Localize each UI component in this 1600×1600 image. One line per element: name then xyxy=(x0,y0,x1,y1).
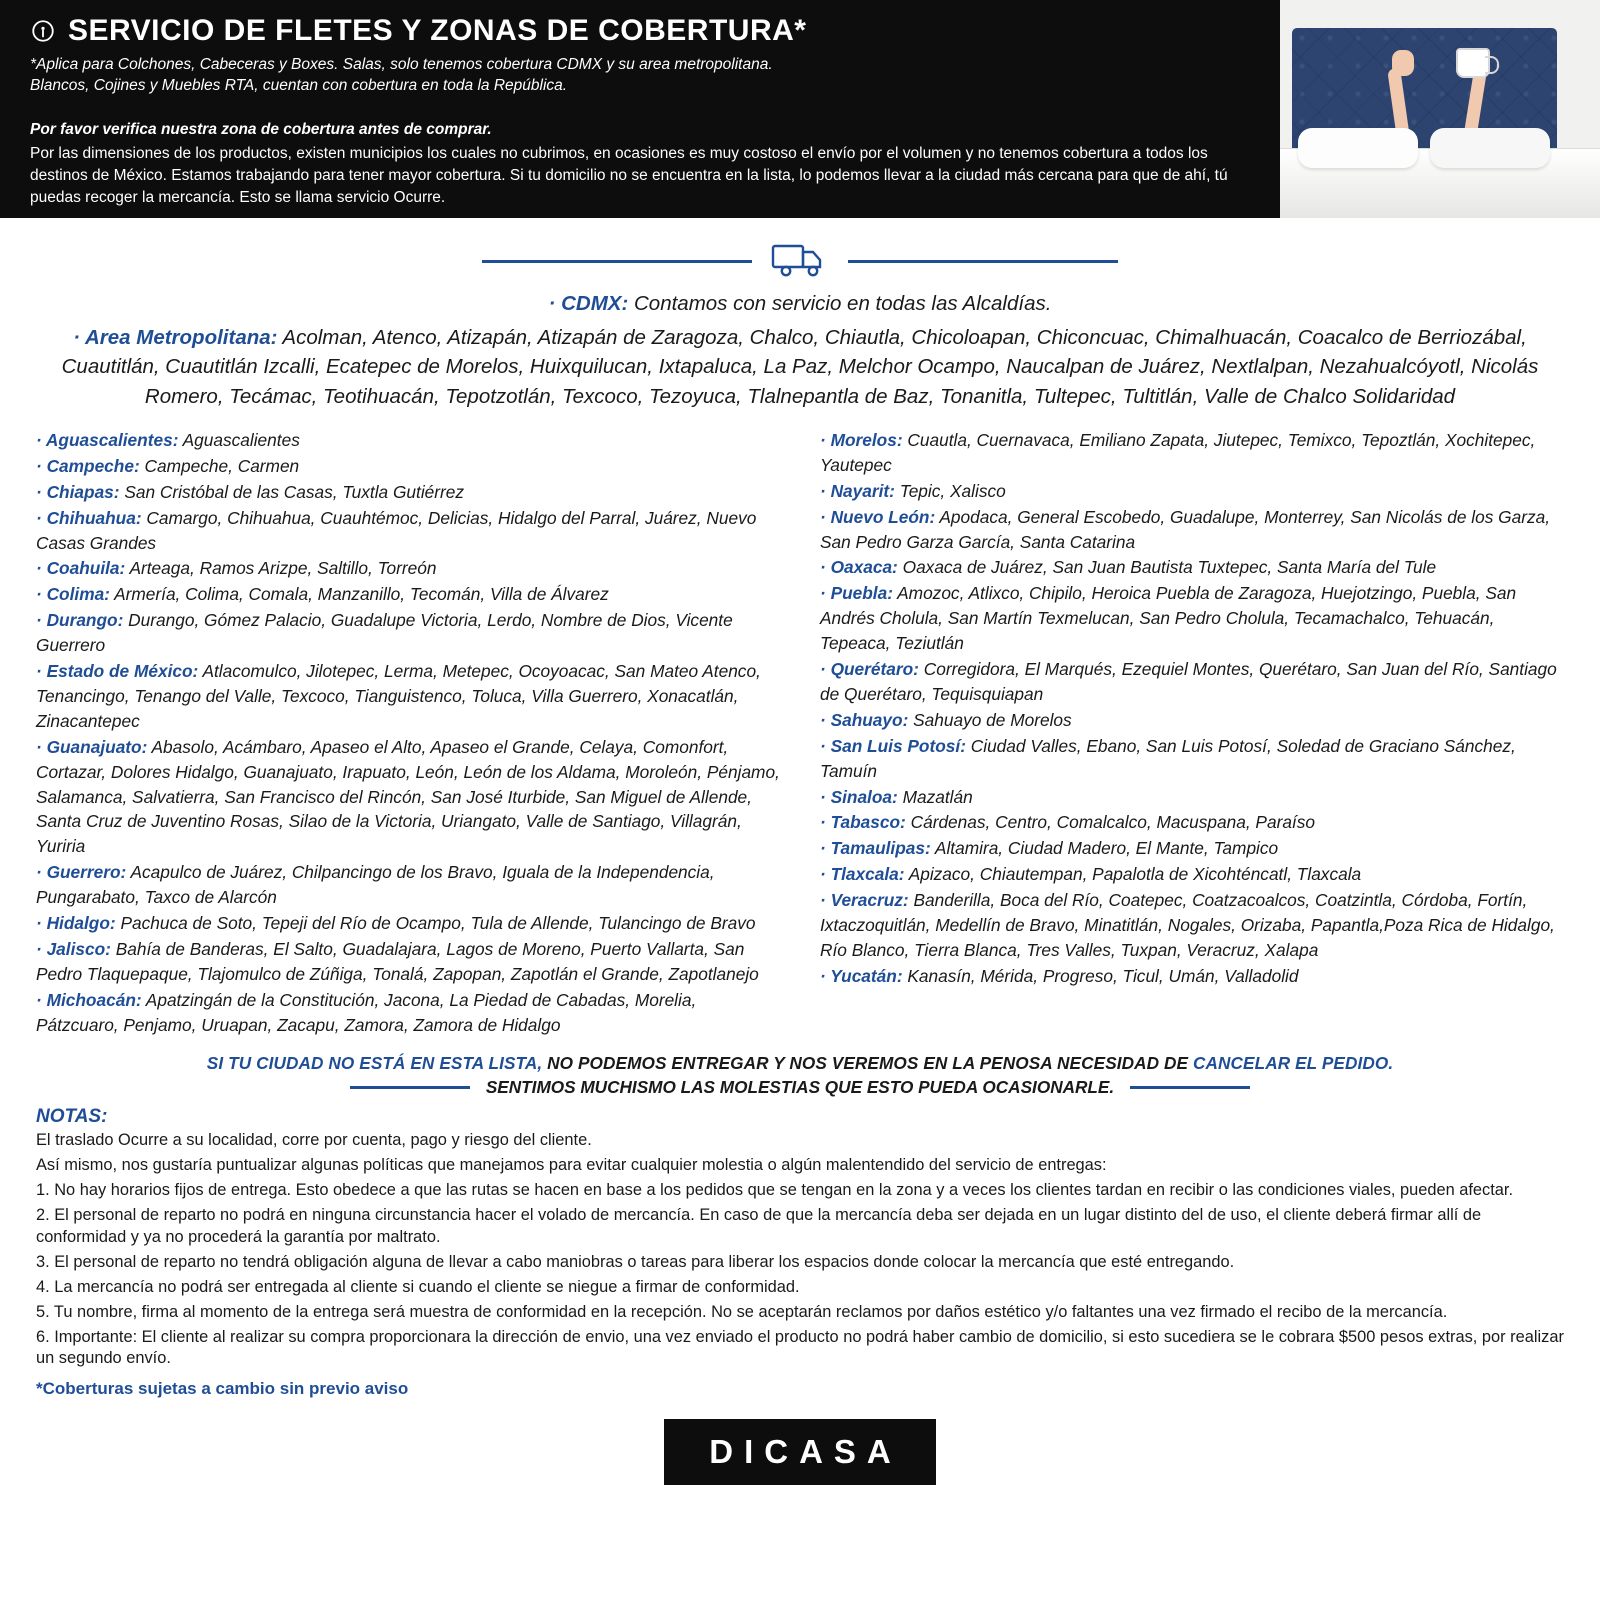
state-entry xyxy=(36,659,780,734)
state-name: Estado de México: xyxy=(46,661,199,682)
state-name: Chihuahua: xyxy=(46,507,142,528)
delivery-truck-icon xyxy=(770,238,830,285)
warning-block xyxy=(0,1053,1600,1098)
state-cities: Durango, Gómez Palacio, Guadalupe Victoria, Lerdo, Nombre de Dios, Vicente Guerrero xyxy=(36,610,733,656)
state-bullet: · xyxy=(820,735,831,756)
state-bullet: · xyxy=(36,481,47,502)
state-bullet: · xyxy=(36,429,46,450)
state-bullet: · xyxy=(820,709,831,730)
state-entry xyxy=(820,505,1564,555)
state-bullet: · xyxy=(36,610,47,631)
state-entry xyxy=(820,657,1564,707)
page-title: SERVICIO DE FLETES Y ZONAS DE COBERTURA* xyxy=(68,14,807,47)
header-verify-note: Por favor verifica nuestra zona de cobertura antes de comprar. xyxy=(30,120,492,138)
state-entry xyxy=(820,734,1564,784)
warning-part1: SI TU CIUDAD NO ESTÁ EN ESTA LISTA, xyxy=(206,1052,543,1073)
state-cities: Sahuayo de Morelos xyxy=(908,709,1072,730)
state-name: Morelos: xyxy=(830,429,903,450)
state-entry xyxy=(36,582,780,607)
state-bullet: · xyxy=(36,661,47,682)
state-cities: Cuautla, Cuernavaca, Emiliano Zapata, Jiutepec, Temixco, Tepoztlán, Xochitepec, Yautepec xyxy=(820,429,1536,475)
state-entry xyxy=(36,556,780,581)
note-item: 5. Tu nombre, firma al momento de la entrega será muestra de conformidad en la recepción. No se aceptarán reclamos por daños estético y/o faltantes una vez firmado el recibo de la mercancía. xyxy=(36,1302,1448,1321)
header-banner xyxy=(0,0,1600,218)
notes-footer: *Coberturas sujetas a cambio sin previo aviso xyxy=(36,1379,409,1399)
state-name: Nayarit: xyxy=(830,480,895,501)
state-column-right xyxy=(820,428,1564,1039)
state-cities: Cárdenas, Centro, Comalcalco, Macuspana, Paraíso xyxy=(905,812,1315,833)
state-name: Guerrero: xyxy=(46,862,127,883)
state-entry xyxy=(36,608,780,658)
state-coverage-columns xyxy=(0,412,1600,1039)
note-item: 6. Importante: El cliente al realizar su compra proporcionara la dirección de envio, una vez enviado el producto no podrá haber cambio de domicilio, si esto sucediera se le cobrara $500 pesos extras, por realizar un segundo envío. xyxy=(36,1327,1564,1368)
state-name: Durango: xyxy=(46,610,124,631)
state-name: Campeche: xyxy=(46,455,140,476)
state-entry xyxy=(820,888,1564,963)
state-entry xyxy=(820,479,1564,504)
state-entry xyxy=(36,911,780,936)
state-bullet: · xyxy=(36,939,47,959)
state-bullet: · xyxy=(820,838,831,859)
state-cities: Aguascalientes xyxy=(178,429,300,450)
state-cities: Corregidora, El Marqués, Ezequiel Montes, Querétaro, San Juan del Río, Santiago de Querétaro, Tequisquiapan xyxy=(820,659,1557,704)
state-entry xyxy=(820,836,1564,861)
state-name: Querétaro: xyxy=(830,659,919,680)
cdmx-line: · CDMX: Contamos con servicio en todas las Alcaldías. xyxy=(548,292,1052,315)
header-subtitle-line1: *Aplica para Colchones, Cabeceras y Boxes. Salas, solo tenemos cobertura CDMX y su area metropolitana. xyxy=(30,56,773,73)
state-name: Sinaloa: xyxy=(830,786,898,807)
state-bullet: · xyxy=(820,506,831,527)
state-cities: Apizaco, Chiautempan, Papalotla de Xicohténcatl, Tlaxcala xyxy=(904,864,1362,885)
state-cities: Amozoc, Atlixco, Chipilo, Heroica Puebla de Zaragoza, Huejotzingo, Puebla, San Andrés Cholula, San Martín Texmelucan, San Pedro Cholula, Tecamachalco, Tehuacán, Tepeaca, Teziutlán xyxy=(820,583,1517,654)
state-cities: Mazatlán xyxy=(897,786,973,807)
state-bullet: · xyxy=(36,989,47,1010)
divider-line-left xyxy=(482,260,752,263)
state-bullet: · xyxy=(820,480,831,501)
state-name: Colima: xyxy=(46,584,110,605)
state-bullet: · xyxy=(36,862,47,883)
state-bullet: · xyxy=(36,507,47,528)
state-bullet: · xyxy=(820,557,831,578)
header-paragraph: Por las dimensiones de los productos, existen municipios los cuales no cubrimos, en ocasiones es muy costoso el envío por el volumen y no tenemos cobertura a todos los destinos de México. Estamos trabajando para tener mayor cobertura. Si tu domicilio no se encuentra en la lista, lo podemos llevar a la ciudad más cercana para que de ahí, tú puedas recoger la mercancía. Esto se llama servicio Ocurre. xyxy=(30,144,1228,206)
state-entry xyxy=(36,937,780,987)
state-bullet: · xyxy=(820,965,831,986)
metro-coverage-block xyxy=(0,285,1600,412)
location-pin-icon xyxy=(30,18,56,44)
state-name: Oaxaca: xyxy=(830,557,898,578)
bed-headboard-photo xyxy=(1280,0,1600,218)
state-entry xyxy=(36,988,780,1038)
state-cities: Arteaga, Ramos Arizpe, Saltillo, Torreón xyxy=(125,558,437,579)
warning-line-2-row xyxy=(36,1077,1564,1098)
note-item: 3. El personal de reparto no tendrá obligación alguna de llevar a cabo maniobras o tareas para liberar los espacios donde colocar la mercancía que esté entregando. xyxy=(36,1252,1235,1271)
state-name: Michoacán: xyxy=(46,989,142,1010)
state-cities: Pachuca de Soto, Tepeji del Río de Ocampo, Tula de Allende, Tulancingo de Bravo xyxy=(115,913,756,934)
metropolitana-label: Area Metropolitana: xyxy=(84,325,278,349)
state-entry xyxy=(36,454,780,479)
warning-part2: NO PODEMOS ENTREGAR Y NOS VEREMOS EN LA PENOSA NECESIDAD DE xyxy=(542,1052,1193,1073)
state-cities: Kanasín, Mérida, Progreso, Ticul, Umán, Valladolid xyxy=(902,965,1299,986)
note-item: 2. El personal de reparto no podrá en ninguna circunstancia hacer el volado de mercancía. En caso de que la mercancía deba ser dejada en un lugar distinto del de uso, el cliente deberá firmar allí de conformidad y ya no procederá la garantía por maltrato. xyxy=(36,1205,1482,1246)
state-name: Hidalgo: xyxy=(46,913,116,934)
brand-logo: DICASA xyxy=(664,1419,936,1485)
state-entry xyxy=(36,506,780,556)
state-cities: Armería, Colima, Comala, Manzanillo, Tecomán, Villa de Álvarez xyxy=(109,584,609,605)
state-cities: Tepic, Xalisco xyxy=(894,480,1006,501)
state-name: Veracruz: xyxy=(830,890,909,911)
notes-intro-1: El traslado Ocurre a su localidad, corre por cuenta, pago y riesgo del cliente. xyxy=(36,1130,592,1149)
logo-wrap xyxy=(0,1419,1600,1485)
warning-line-1 xyxy=(36,1053,1564,1074)
state-bullet: · xyxy=(36,584,47,605)
metropolitana-line: · Area Metropolitana: Acolman, Atenco, Atizapán, Atizapán de Zaragoza, Chalco, Chiautla, Chicoloapan, Chiconcuac, Chimalhuacán, Coacalco de Berriozábal, Cuautitlán, Cuautitlán Izcalli, Ecatepec de Morelos, Huixquilucan, Ixtapaluca, La Paz, Melchor Ocampo, Naucalpan de Juárez, Nextlalpan, Nezahualcóyotl, Nicolás Romero, Tecámac, Teotihuacán, Tepotzotlán, Texcoco, Tezoyuca, Tlalnepantla de Baz, Tonanitla, Tultepec, Tultitlán, Valle de Chalco Solidaridad xyxy=(61,325,1539,409)
warning-line-2: SENTIMOS MUCHISMO LAS MOLESTIAS QUE ESTO PUEDA OCASIONARLE. xyxy=(485,1076,1115,1097)
state-entry xyxy=(36,860,780,910)
state-name: Chiapas: xyxy=(46,481,120,502)
note-item: 1. No hay horarios fijos de entrega. Esto obedece a que las rutas se hacen en base a los pedidos que se tengan en la zona y a veces los clientes tardan en recibir o las condiciones viales, pueden afectar. xyxy=(36,1180,1514,1199)
state-bullet: · xyxy=(36,736,47,757)
cdmx-label: CDMX: xyxy=(561,292,629,315)
state-bullet: · xyxy=(820,786,831,807)
state-entry xyxy=(820,785,1564,810)
state-entry xyxy=(36,480,780,505)
state-bullet: · xyxy=(36,455,47,476)
state-name: Aguascalientes: xyxy=(45,429,179,450)
state-cities: Acapulco de Juárez, Chilpancingo de los Bravo, Iguala de la Independencia, Pungarabato, Taxco de Alarcón xyxy=(36,862,715,908)
state-cities: Camargo, Chihuahua, Cuauhtémoc, Delicias, Hidalgo del Parral, Juárez, Nuevo Casas Grandes xyxy=(36,507,757,553)
state-name: Tamaulipas: xyxy=(830,838,931,859)
state-cities: Banderilla, Boca del Río, Coatepec, Coatzacoalcos, Coatzintla, Córdoba, Fortín, Ixtaczoquitlán, Medellín de Bravo, Minatitlán, Nogales, Orizaba, Papantla,Poza Rica de Hidalgo, Río Blanco, Tierra Blanca, Tres Valles, Tuxpan, Veracruz, Xalapa xyxy=(820,890,1555,960)
state-bullet: · xyxy=(820,659,831,680)
state-entry xyxy=(820,862,1564,887)
state-entry xyxy=(820,581,1564,656)
state-name: Puebla: xyxy=(830,583,893,604)
state-column-left xyxy=(36,428,780,1039)
state-name: Sahuayo: xyxy=(830,709,909,730)
state-cities: Abasolo, Acámbaro, Apaseo el Alto, Apaseo el Grande, Celaya, Comonfort, Cortazar, Dolores Hidalgo, Guanajuato, Irapuato, León, León de los Aldama, Moroleón, Pénjamo, Salamanca, Salvatierra, San Francisco del Rincón, San José Iturbide, San Miguel de Allende, Santa Cruz de Juventino Rosas, Silao de la Victoria, Uriangato, Valle de Santiago, Villagrán, Yuriria xyxy=(36,736,780,857)
state-name: Tabasco: xyxy=(830,812,906,833)
state-name: Guanajuato: xyxy=(46,736,148,757)
state-bullet: · xyxy=(820,583,831,604)
warning-rule-right xyxy=(1130,1086,1250,1089)
truck-divider xyxy=(0,238,1600,285)
state-cities: Oaxaca de Juárez, San Juan Bautista Tuxtepec, Santa María del Tule xyxy=(897,557,1437,578)
state-bullet: · xyxy=(820,890,831,911)
note-item: 4. La mercancía no podrá ser entregada al cliente si cuando el cliente se niegue a firmar de conformidad. xyxy=(36,1277,800,1296)
notes-section xyxy=(0,1098,1600,1400)
state-cities: Altamira, Ciudad Madero, El Mante, Tampico xyxy=(930,838,1279,859)
state-entry xyxy=(820,964,1564,989)
state-name: Jalisco: xyxy=(46,939,111,959)
state-entry xyxy=(820,428,1564,478)
notes-list xyxy=(36,1180,1564,1371)
state-bullet: · xyxy=(820,429,831,450)
state-cities: Bahía de Banderas, El Salto, Guadalajara, Lagos de Moreno, Puerto Vallarta, San Pedro Tlaquepaque, Tlajomulco de Zúñiga, Tonalá, Zapopan, Zapotlán el Grande, Zapotlanejo xyxy=(36,939,759,984)
state-cities: Campeche, Carmen xyxy=(139,455,300,476)
state-cities: Apatzingán de la Constitución, Jacona, La Piedad de Cabadas, Morelia, Pátzcuaro, Penjamo, Uruapan, Zacapu, Zamora, Zamora de Hidalgo xyxy=(36,989,697,1035)
state-name: Yucatán: xyxy=(830,965,903,986)
state-cities: Ciudad Valles, Ebano, San Luis Potosí, Soledad de Graciano Sánchez, Tamuín xyxy=(820,735,1516,781)
state-entry xyxy=(820,555,1564,580)
state-cities: Apodaca, General Escobedo, Guadalupe, Monterrey, San Nicolás de los Garza, San Pedro Garza García, Santa Catarina xyxy=(820,506,1551,552)
state-name: Tlaxcala: xyxy=(830,864,905,885)
header-subtitle xyxy=(30,54,1210,97)
state-bullet: · xyxy=(820,812,831,833)
divider-line-right xyxy=(848,260,1118,263)
state-entry xyxy=(36,735,780,860)
state-entry xyxy=(820,708,1564,733)
state-name: Nuevo León: xyxy=(830,506,936,527)
notes-title: NOTAS: xyxy=(36,1105,108,1127)
state-entry xyxy=(36,428,780,453)
state-bullet: · xyxy=(36,558,47,579)
cdmx-text: Contamos con servicio en todas las Alcaldías. xyxy=(634,292,1052,315)
state-cities: Atlacomulco, Jilotepec, Lerma, Metepec, Ocoyoacac, San Mateo Atenco, Tenancingo, Tenango del Valle, Texcoco, Tianguistenco, Toluca, Villa Guerrero, Xonacatlán, Zinacantepec xyxy=(36,661,761,731)
warning-rule-left xyxy=(350,1086,470,1089)
state-name: Coahuila: xyxy=(46,558,126,579)
metropolitana-text: Acolman, Atenco, Atizapán, Atizapán de Zaragoza, Chalco, Chiautla, Chicoloapan, Chiconcuac, Chimalhuacán, Coacalco de Berriozábal, Cuautitlán, Cuautitlán Izcalli, Ecatepec de Morelos, Huixquilucan, Ixtapaluca, La Paz, Melchor Ocampo, Naucalpan de Juárez, Nextlalpan, Nezahualcóyotl, Nicolás Romero, Tecámac, Teotihuacán, Tepotzotlán, Texcoco, Tezoyuca, Tlalnepantla de Baz, Tonanitla, Tultepec, Tultitlán, Valle de Chalco Solidaridad xyxy=(61,325,1539,409)
state-bullet: · xyxy=(820,864,831,885)
header-subtitle-line2: Blancos, Cojines y Muebles RTA, cuentan con cobertura en toda la República. xyxy=(30,77,568,95)
state-cities: San Cristóbal de las Casas, Tuxtla Gutiérrez xyxy=(119,481,465,502)
state-bullet: · xyxy=(36,913,47,934)
state-entry xyxy=(820,810,1564,835)
warning-part3: CANCELAR EL PEDIDO. xyxy=(1193,1052,1394,1073)
state-name: San Luis Potosí: xyxy=(830,735,966,756)
notes-intro-2: Así mismo, nos gustaría puntualizar algunas políticas que manejamos para evitar cualquier molestia o algún malentendido del servicio de entregas: xyxy=(36,1155,1107,1174)
